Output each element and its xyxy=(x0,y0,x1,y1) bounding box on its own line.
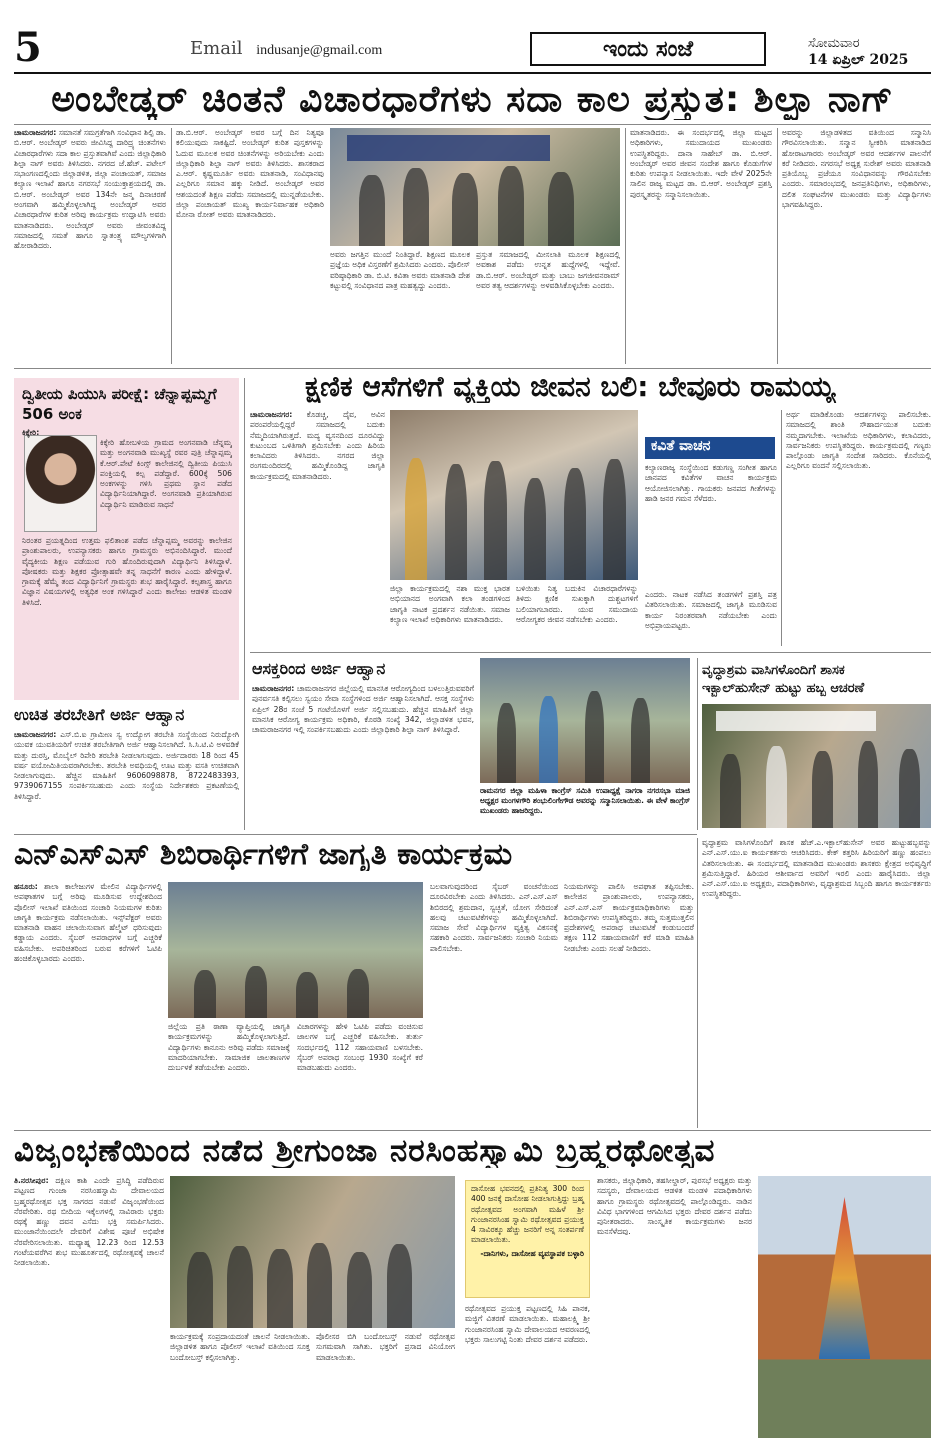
person-figure xyxy=(484,461,506,580)
puc-side-text xyxy=(100,438,232,530)
story3-column-4 xyxy=(430,882,558,1126)
story4-text-1: ದಕ್ಷಿಣ ಕಾಶಿ ಎಂದೇ ಪ್ರಸಿದ್ಧಿ ಪಡೆದಿರುವ ಪಟ್ಟಣದ ಗುಂಜಾ ನರಸಿಂಹಸ್ವಾಮಿ ದೇವಾಲಯದ ಬ್ರಹ್ಮರಥೋತ್ಸವ ಭಕ್ತ ಸಾಗರದ ನಡುವೆ ವಿಜೃಂಭಣೆಯಿಂದ ನೆರವೇರಿತು. ರಥ ಬೀದಿಯ ಇಕ್ಕೆಲಗಳಲ್ಲಿ ಸಾವಿರಾರು ಭಕ್ತರು ರಥಕ್ಕೆ ಹಣ್ಣು ದವನ ಎಸೆದು ಭಕ್ತಿ ಸಮರ್ಪಿಸಿದರು. ಮುಂಜಾನೆಯಿಂದಲೇ ದೇವರಿಗೆ ವಿಶೇಷ ಪೂಜೆ ಅಭಿಷೇಕ ನೆರವೇರಿಸಲಾಯಿತು. ಮಧ್ಯಾಹ್ನ 12.23 ರಿಂದ 12.53 ಗಂಟೆಯವರೆಗಿನ ಶುಭ ಮುಹೂರ್ತದಲ್ಲಿ ರಥೋತ್ಸವಕ್ಕೆ ಚಾಲನೆ ನೀಡಲಾಯಿತು. xyxy=(14,1176,164,1268)
masthead-rule xyxy=(14,72,931,74)
story4-column-2 xyxy=(170,1332,310,1438)
divider xyxy=(244,378,245,830)
photo-caption: ರಾಮನಗರ ಜಿಲ್ಲಾ ಮಹಿಳಾ ಕಾಂಗ್ರೆಸ್ ಸಮಿತಿ ಉಪಾಧ್ಯಕ್ಷೆ ನಾಗರಾ ನಗರಸಭಾ ಮಾಜಿ ಅಧ್ಯಕ್ಷರ ಮಂಗಳಗೌರಿ ಶಂಭುಲಿಂಗೇಗೌಡ ಅವರನ್ನು ಸನ್ಮಾನಿಸಲಾಯಿತು. ಈ ವೇಳೆ ಕಾಂಗ್ರೆಸ್ ಮುಖಂಡರು ಹಾಜರಿದ್ದರು. xyxy=(480,786,690,815)
person-figure xyxy=(405,458,427,580)
story2-column-3 xyxy=(516,584,638,646)
story1-column-2 xyxy=(176,128,324,364)
person-figure xyxy=(812,751,833,828)
dateline: ಚಾಮರಾಜನಗರ: xyxy=(14,730,57,739)
arji-text: ಚಾಮರಾಜನಗರ ಜಿಲ್ಲೆಯಲ್ಲಿ ಮಾನಸಿಕ ಆರೋಗ್ಯದಿಂದ ಬಳಲುತ್ತಿರುವವರಿಗೆ ಪುನರ್ವಸತಿ ಕಲ್ಪಿಸಲು ಸ್ವಯಂ ಸೇವಾ ಸಂಸ್ಥೆಗಳಿಂದ ಅರ್ಜಿ ಆಹ್ವಾನಿಸಲಾಗಿದೆ. ಆಸಕ್ತ ಸಂಸ್ಥೆಗಳು ಏಪ್ರಿಲ್ 28ರ ಸಂಜೆ 5 ಗಂಟೆಯೊಳಗೆ ಅರ್ಜಿ ಸಲ್ಲಿಸಬಹುದು. ಹೆಚ್ಚಿನ ಮಾಹಿತಿಗೆ ಜಿಲ್ಲಾ ಮಾನಸಿಕ ಆರೋಗ್ಯ ಕಾರ್ಯಕ್ರಮ ಅಧಿಕಾರಿ, ಕೊಠಡಿ ಸಂಖ್ಯೆ 342, ಜಿಲ್ಲಾಡಳಿತ ಭವನ, ಚಾಮರಾಜನಗರ ಇಲ್ಲಿ ಸಂಪರ್ಕಿಸಬಹುದು ಎಂದು ಜಿಲ್ಲಾಧಿಕಾರಿ ಶಿಲ್ಪಾ ನಾಗ್ ತಿಳಿಸಿದ್ದಾರೆ. xyxy=(252,684,474,735)
headline-bevooru-ramayya: ಕ್ಷಣಿಕ ಆಸೆಗಳಿಗೆ ವ್ಯಕ್ತಿಯ ಜೀವನ ಬಲಿ: ಬೇವೂರು ರಾಮಯ್ಯ xyxy=(305,372,836,403)
ambedkar-event-photo xyxy=(330,128,620,246)
story3-column-5 xyxy=(564,882,694,1126)
divider xyxy=(250,652,931,653)
issue-date: 14 ಏಪ್ರಿಲ್ 2025 xyxy=(808,52,909,68)
ashrama-title xyxy=(702,662,931,698)
divider xyxy=(14,834,697,835)
person-figure xyxy=(359,175,385,246)
story4-text-3: ಪೊಲೀಸರ ಬಿಗಿ ಬಂದೋಬಸ್ತ್ ನಡುವೆ ರಥೋತ್ಸವ ಸುಗಮವಾಗಿ ಸಾಗಿತು. ಭಕ್ತರಿಗೆ ಪ್ರಸಾದ ವಿನಿಯೋಗ ಮಾಡಲಾಯಿತು. xyxy=(316,1332,455,1362)
puc-dateline-row xyxy=(22,428,232,438)
paper-name: ಇಂದು ಸಂಜೆ xyxy=(602,36,693,62)
story2-column-6 xyxy=(786,410,931,646)
event-banner xyxy=(716,711,876,731)
dasoha-signature: -ದಾನಿಗಳು, ದಾಸೋಹ ವ್ಯವಸ್ಥಾಪಕ ಬಳ್ಳಾರಿ xyxy=(480,1248,584,1258)
ashrama-body xyxy=(702,838,931,1124)
story1-text-3: ಅವರು ಜಗತ್ತಿನ ಮುಂದೆ ನಿಂತಿದ್ದಾರೆ. ಶಿಕ್ಷಣದ ಮೂಲಕ ಪ್ರಜ್ಞೆಯ ಅಧಿಕ ವಿಸ್ತರಣೆಗೆ ಶ್ರಮಿಸಿದರು ಎಂದರು. ಪೊಲೀಸ್ ವರಿಷ್ಠಾಧಿಕಾರಿ ಡಾ. ಬಿ.ಟಿ. ಕವಿತಾ ಅವರು ಮಾತನಾಡಿ ದೇಶ ಕಟ್ಟುವಲ್ಲಿ ಸಂವಿಧಾನದ ಪಾತ್ರ ಮಹತ್ವದ್ದು ಎಂದರು. xyxy=(330,250,470,290)
person-figure xyxy=(720,754,741,828)
nss-camp-photo xyxy=(168,882,423,1018)
person-figure xyxy=(445,464,467,580)
story1-text-6: ಅವರನ್ನು ಜಿಲ್ಲಾಡಳಿತದ ವತಿಯಿಂದ ಸನ್ಮಾನಿಸಿ ಗೌರವಿಸಲಾಯಿತು. ಸನ್ಮಾನ ಸ್ವೀಕರಿಸಿ ಮಾತನಾಡಿದ ಹೋರಾಟಗಾರರು ಅಂಬೇಡ್ಕರ್ ಅವರ ಆದರ್ಶಗಳ ಪಾಲನೆಗೆ ಕರೆ ನೀಡಿದರು. ನಗರಸಭೆ ಅಧ್ಯಕ್ಷ ಸುರೇಶ್ ಅವರು ಮಾತನಾಡಿ ಪ್ರತಿಯೊಬ್ಬ ಪ್ರಜೆಯೂ ಸಂವಿಧಾನವನ್ನು ಗೌರವಿಸಬೇಕು ಎಂದರು. ಸಮಾರಂಭದಲ್ಲಿ ಜನಪ್ರತಿನಿಧಿಗಳು, ಅಧಿಕಾರಿಗಳು, ದಲಿತ ಸಂಘಟನೆಗಳ ಮುಖಂಡರು ಮತ್ತು ವಿದ್ಯಾರ್ಥಿಗಳು ಭಾಗವಹಿಸಿದ್ದರು. xyxy=(782,128,931,210)
student-portrait xyxy=(24,435,97,532)
training-text: ಎಸ್.ಬಿ.ಐ ಗ್ರಾಮೀಣ ಸ್ವ ಉದ್ಯೋಗ ತರಬೇತಿ ಸಂಸ್ಥೆಯಿಂದ ನಿರುದ್ಯೋಗಿ ಯುವಕ ಯುವತಿಯರಿಗೆ ಉಚಿತ ತರಬೇತಿಗಾಗಿ ಅರ್ಜಿ ಆಹ್ವಾನಿಸಲಾಗಿದೆ. ಸಿ.ಸಿ.ಟಿ.ವಿ ಅಳವಡಿಕೆ ಮತ್ತು ದುರಸ್ತಿ, ಮೊಬೈಲ್ ರಿಪೇರಿ ತರಬೇತಿ ನೀಡಲಾಗುವುದು. ಅರ್ಜಿದಾರರು 18 ರಿಂದ 45 ವರ್ಷ ವಯೋಮಿತಿಯವರಾಗಿರಬೇಕು. ತರಬೇತಿ ಅವಧಿಯಲ್ಲಿ ಊಟ ಮತ್ತು ವಸತಿ ಉಚಿತವಾಗಿ ನೀಡಲಾಗುವುದು. ಹೆಚ್ಚಿನ ಮಾಹಿತಿಗೆ 9606098878, 8722483393, 9739067155 ಸಂಪರ್ಕಿಸಬಹುದು ಎಂದು ಸಂಸ್ಥೆಯ ನಿರ್ದೇಶಕರು ಪ್ರಕಟಣೆಯಲ್ಲಿ ತಿಳಿಸಿದ್ದಾರೆ. xyxy=(14,730,239,801)
divider xyxy=(625,128,626,364)
story4-column-1 xyxy=(14,1176,164,1438)
story1-column-4 xyxy=(476,250,620,364)
headline-rathotsava: ವಿಜೃಂಭಣೆಯಿಂದ ನಡೆದ ಶ್ರೀಗುಂಜಾ ನರಸಿಂಹಸ್ವಾಮಿ ಬ್ರಹ್ಮರಥೋತ್ಸವ xyxy=(14,1134,716,1169)
puc-side: ಪಂಕ್ತಿಯಲ್ಲಿ ಕಲ್ಪ ಪಡೆದ್ದಾರೆ. 600ಕ್ಕೆ 506 ಅಂಕಗಳನ್ನು ಗಳಿಸಿ ಪ್ರಥಮ ಸ್ಥಾನ ಪಡೆದ ವಿದ್ಯಾರ್ಥಿನಿಯಾಗಿದ್ದಾರೆ. ಅಂಗನವಾಡಿ ಪ್ರತಿಯಾಗಿರುವ ವಿದ್ಯಾರ್ಥಿನಿ ಮಾಡಿರುವ ಸಾಧನೆ xyxy=(100,468,232,509)
person-figure xyxy=(585,691,604,784)
page-number: 5 xyxy=(14,24,42,71)
story2-text-6: ಅರ್ಥ ಮಾಡಿಕೊಂಡು ಆದರ್ಶಗಳನ್ನು ಪಾಲಿಸಬೇಕು. ಸಮಾಜದಲ್ಲಿ ಶಾಂತಿ ಸೌಹಾರ್ದಯುತ ಬದುಕು ನಮ್ಮದಾಗಬೇಕು. ಇಲಾಖೆಯ ಅಧಿಕಾರಿಗಳು, ಕಲಾವಿದರು, ಸಾರ್ವಜನಿಕರು ಉಪಸ್ಥಿತರಿದ್ದರು. ಕಾರ್ಯಕ್ರಮದಲ್ಲಿ ಗಣ್ಯರು ಪಾಲ್ಗೊಂಡು ಜಾಗೃತಿ ಸಂದೇಶ ಸಾರಿದರು. ಕೊನೆಯಲ್ಲಿ ಎಲ್ಲರಿಗೂ ವಂದನೆ ಸಲ್ಲಿಸಲಾಯಿತು. xyxy=(786,410,931,471)
person-figure xyxy=(564,468,586,580)
story2-text-1: ಕೊಡಚ್ಚ, ದೈವ, ಅವಿನ ಪರಂಪರೆಯಲ್ಲಿದ್ದರೆ ಸಮಾಜದಲ್ಲಿ ಬದುಕು ನೆಮ್ಮದಿಯಾಗಿರುತ್ತದೆ. ಮದ್ಯ ವ್ಯಸನದಿಂದ ದೂರವಿದ್ದು ಕುಟುಂಬದ ಒಳಿತಿಗಾಗಿ ಶ್ರಮಿಸಬೇಕು ಎಂದು ಹಿರಿಯ ಕಲಾವಿದರು ತಿಳಿಸಿದರು. ನಗರದ ಜಿಲ್ಲಾ ರಂಗಮಂದಿರದಲ್ಲಿ ಹಮ್ಮಿಕೊಂಡಿದ್ದ ಜಾಗೃತಿ ಕಾರ್ಯಕ್ರಮದಲ್ಲಿ ಮಾತನಾಡಿದರು. xyxy=(250,410,385,481)
divider xyxy=(697,658,698,830)
weekday: ಸೋಮವಾರ xyxy=(808,36,860,51)
ashrama-text: ವೃದ್ಧಾಶ್ರಮ ವಾಸಿಗಳೊಂದಿಗೆ ಶಾಸಕ ಹೆಚ್.ಎ.ಇಕ್ಬಾಲ್‌ಹುಸೇನ್ ಅವರ ಹುಟ್ಟುಹಬ್ಬವನ್ನು ಎನ್.ಎಸ್.ಯು.ಐ ಕಾರ್ಯಕರ್ತರು ಆಚರಿಸಿದರು. ಕೇಕ್ ಕತ್ತರಿಸಿ ಹಿರಿಯರಿಗೆ ಹಣ್ಣು ಹಂಪಲು ವಿತರಿಸಲಾಯಿತು. ಈ ಸಂದರ್ಭದಲ್ಲಿ ಮಾತನಾಡಿದ ಮುಖಂಡರು ಶಾಸಕರು ಕ್ಷೇತ್ರದ ಅಭಿವೃದ್ಧಿಗೆ ಶ್ರಮಿಸುತ್ತಿದ್ದಾರೆ. ಹಿರಿಯರ ಆಶೀರ್ವಾದ ಅವರಿಗೆ ಇರಲಿ ಎಂದು ಹಾರೈಸಿದರು. ಜಿಲ್ಲಾ ಎನ್.ಎಸ್.ಯು.ಐ ಅಧ್ಯಕ್ಷರು, ಪದಾಧಿಕಾರಿಗಳು, ವೃದ್ಧಾಶ್ರಮದ ಸಿಬ್ಬಂದಿ ಹಾಗೂ ಕಾರ್ಯಕರ್ತರು ಉಪಸ್ಥಿತರಿದ್ದರು. xyxy=(702,838,931,899)
person-figure xyxy=(498,166,524,246)
temple-crowd-photo xyxy=(170,1176,455,1328)
ashrama-title-line1: ವೃದ್ಧಾಶ್ರಮ ವಾಸಿಗಳೊಂದಿಗೆ ಶಾಸಕ xyxy=(702,663,845,678)
student-figure xyxy=(194,970,217,1018)
person-figure xyxy=(524,478,546,580)
person-figure xyxy=(347,1252,373,1328)
person-figure xyxy=(631,698,650,783)
kavite-body xyxy=(645,463,777,583)
story1-column-5 xyxy=(630,128,772,364)
birthday-celebration-photo xyxy=(702,704,931,828)
dateline: ಕಿಕ್ಕೇರಿ: xyxy=(22,428,40,437)
dasoha-text: ದಾಸೋಹ ಭವನದಲ್ಲಿ ಪ್ರತಿನಿತ್ಯ 300 ರಿಂದ 400 ಜನಕ್ಕೆ ದಾಸೋಹ ನೀಡಲಾಗುತ್ತಿದ್ದು ಬ್ರಹ್ಮ ರಥೋತ್ಸವದ ಅಂಗವಾಗಿ ಮಹಿಳೆ ಶ್ರೀ ಗುಂಜಾನರಸಿಂಹ ಸ್ವಾಮಿ ರಥೋತ್ಸವದ ಪ್ರಯುಕ್ತ 4 ಸಾವಿರಕ್ಕೂ ಹೆಚ್ಚು ಜನರಿಗೆ ಅನ್ನ ಸಂತರ್ಪಣೆ ಮಾಡಲಾಯಿತು. xyxy=(471,1184,584,1245)
divider xyxy=(171,128,172,364)
person-figure xyxy=(548,172,574,246)
ashrama-title-line2: ಇಕ್ಬಾಲ್‌ಹುಸೇನ್ ಹುಟ್ಟು ಹಬ್ಬ ಆಚರಣೆ xyxy=(702,681,865,696)
dasoha-highlight-box xyxy=(465,1180,590,1298)
divider xyxy=(14,1130,931,1131)
story3-column-1 xyxy=(14,882,162,1126)
story2-text-5: ಎಂದರು. ನಾಟಕ ನಡೆಸಿದ ತಂಡಗಳಿಗೆ ಪ್ರಶಸ್ತಿ ಪತ್ರ ವಿತರಿಸಲಾಯಿತು. ಸಮಾಜದಲ್ಲಿ ಜಾಗೃತಿ ಮೂಡಿಸುವ ಕಾರ್ಯ ನಿರಂತರವಾಗಿ ನಡೆಯಬೇಕು ಎಂದು ಅಭಿಪ್ರಾಯಪಟ್ಟರು. xyxy=(645,590,777,630)
person-figure xyxy=(497,703,516,783)
dateline: ಚಾಮರಾಜನಗರ: xyxy=(14,128,57,137)
puc-result-title: ದ್ವಿತೀಯ ಪಿಯುಸಿ ಪರೀಕ್ಷೆ: ಚೆನ್ನಾಪ್ಪಮ್ಮಗೆ 506 ಅಂಕ xyxy=(22,385,217,423)
story2-column-2 xyxy=(390,584,510,646)
student-figure xyxy=(245,966,268,1018)
email-label: Email xyxy=(190,38,243,59)
headline-ambedkar: ಅಂಬೇಡ್ಕರ್ ಚಿಂತನೆ ವಿಚಾರಧಾರೆಗಳು ಸದಾ ಕಾಲ ಪ್ರಸ್ತುತ: ಶಿಲ್ಪಾ ನಾಗ್ xyxy=(51,80,894,120)
puc-lead: ಕಿಕ್ಕೇರಿ ಹೋಬಳಿಯ ಗ್ರಾಮದ ಅಂಗನವಾಡಿ ಚೆನ್ನಮ್ಮ ಮತ್ತು ಅಂಗನವಾಡಿ ಮುಖ್ಯಸ್ಥೆ ರವರ ಪುತ್ರಿ ಚೆನ್ನಾಪ್ಪಮ್ಮ ಕೆ.ಆರ್.ಪೇಟೆ ಕಿಂಗ್ಸ್ ಕಾಲೇಜಿನಲ್ಲಿ ದ್ವಿತೀಯ ಪಿಯುಸಿ xyxy=(100,438,232,468)
person-figure xyxy=(899,749,920,828)
person-figure xyxy=(307,1243,333,1328)
person-figure xyxy=(539,696,558,784)
story1-column-6 xyxy=(782,128,931,364)
stage-banner xyxy=(347,135,550,161)
divider xyxy=(777,128,778,364)
person-figure xyxy=(766,746,787,828)
person-figure xyxy=(403,168,429,246)
person-figure xyxy=(452,173,478,246)
story4-text-2: ಕಾರ್ಯಕ್ರಮಕ್ಕೆ ಸಂಪ್ರದಾಯದಂತೆ ಚಾಲನೆ ನೀಡಲಾಯಿತು. ಜಿಲ್ಲಾಡಳಿತ ಹಾಗೂ ಪೊಲೀಸ್ ಇಲಾಖೆ ವತಿಯಿಂದ ಸೂಕ್ತ ಬಂದೋಬಸ್ತ್ ಕಲ್ಪಿಸಲಾಗಿತ್ತು. xyxy=(170,1332,310,1362)
person-figure xyxy=(603,459,625,580)
email-line xyxy=(190,38,382,59)
story2-column-5 xyxy=(645,590,777,646)
kavite-vachana-title: ಕವಿತೆ ವಾಚನ xyxy=(645,437,775,459)
story1-text-4: ಪ್ರಸ್ತುತ ಸಮಾಜದಲ್ಲಿ ಮೀಸಲಾತಿ ಮೂಲಕ ಶಿಕ್ಷಣದಲ್ಲಿ ಅವಕಾಶ ಪಡೆದು ಉನ್ನತ ಹುದ್ದೆಗಳಲ್ಲಿ ಇದ್ದೇವೆ. ಡಾ.ಬಿ.ಆರ್. ಅಂಬೇಡ್ಕರ್ ಮತ್ತು ಬಾಬು ಜಗಜೀವನರಾಮ್ ಅವರ ತತ್ವ ಆದರ್ಶಗಳನ್ನು ಅಳವಡಿಸಿಕೊಳ್ಳಬೇಕು ಎಂದರು. xyxy=(476,250,620,290)
story1-text-5: ಮಾತನಾಡಿದರು. ಈ ಸಂದರ್ಭದಲ್ಲಿ ಜಿಲ್ಲಾ ಮಟ್ಟದ ಅಧಿಕಾರಿಗಳು, ಸಮುದಾಯದ ಮುಖಂಡರು ಉಪಸ್ಥಿತರಿದ್ದರು. ದಾನಾ ಸಾಹೇಬ್ ಡಾ. ಬಿ.ಆರ್. ಅಂಬೇಡ್ಕರ್ ಅವರ ಜೀವನ ಸಂದೇಶ ಹಾಗೂ ಕೊಡುಗೆಗಳ ಕುರಿತು ಉಪನ್ಯಾಸ ನೀಡಲಾಯಿತು. ಇದೇ ವೇಳೆ 2025ನೇ ಸಾಲಿನ ರಾಜ್ಯ ಮಟ್ಟದ ಡಾ. ಬಿ.ಆರ್. ಅಂಬೇಡ್ಕರ್ ಪ್ರಶಸ್ತಿ ಪುರಸ್ಕೃತರನ್ನು ಸನ್ಮಾನಿಸಲಾಯಿತು. xyxy=(630,128,772,199)
story1-text-2: ಡಾ.ಬಿ.ಆರ್. ಅಂಬೇಡ್ಕರ್ ಅವರ ಬಗ್ಗೆ ದಿನ ನಿತ್ಯವೂ ಕಲಿಯುವುದು ಸಾಕಷ್ಟಿದೆ. ಅಂಬೇಡ್ಕರ್ ಕುರಿತ ಪುಸ್ತಕಗಳನ್ನು ಓದುವ ಮೂಲಕ ಅವರ ಚಿಂತನೆಗಳನ್ನು ಅರಿಯಬೇಕು ಎಂದು ಜಿಲ್ಲಾಧಿಕಾರಿ ಶಿಲ್ಪಾ ನಾಗ್ ಅವರು ತಿಳಿಸಿದರು. ಶಾಸಕರಾದ ಎ.ಆರ್. ಕೃಷ್ಣಮೂರ್ತಿ ಅವರು ಮಾತನಾಡಿ, ಸಂವಿಧಾನವು ಎಲ್ಲರಿಗೂ ಸಮಾನ ಹಕ್ಕು ನೀಡಿದೆ. ಅಂಬೇಡ್ಕರ್ ಅವರ ಆಶಯದಂತೆ ಶಿಕ್ಷಣ ಪಡೆದು ಸಮಾಜದಲ್ಲಿ ಮುನ್ನಡೆಯಬೇಕು. ಜಿಲ್ಲಾ ಪಂಚಾಯತ್ ಮುಖ್ಯ ಕಾರ್ಯನಿರ್ವಾಹಕ ಅಧಿಕಾರಿ ಮೋನಾ ರೋತ್ ಅವರು ಮಾತನಾಡಿದರು. xyxy=(176,128,324,220)
arji-body xyxy=(252,684,474,830)
dateline: ಚಾಮರಾಜನಗರ: xyxy=(252,684,295,693)
puc-body: ನಿರಂತರ ಪ್ರಯತ್ನದಿಂದ ಉತ್ತಮ ಫಲಿತಾಂಶ ಪಡೆದ ಚೆನ್ನಾಪ್ಪಮ್ಮ ಅವರನ್ನು ಕಾಲೇಜಿನ ಪ್ರಾಂಶುಪಾಲರು, ಉಪನ್ಯಾಸಕರು ಹಾಗೂ ಗ್ರಾಮಸ್ಥರು ಅಭಿನಂದಿಸಿದ್ದಾರೆ. ಮುಂದೆ ವೈದ್ಯಕೀಯ ಶಿಕ್ಷಣ ಪಡೆಯುವ ಗುರಿ ಹೊಂದಿರುವುದಾಗಿ ವಿದ್ಯಾರ್ಥಿನಿ ತಿಳಿಸಿದ್ದಾಳೆ. ಪೋಷಕರು ಮತ್ತು ಶಿಕ್ಷಕರ ಪ್ರೋತ್ಸಾಹವೇ ತನ್ನ ಸಾಧನೆಗೆ ಕಾರಣ ಎಂದು ಹೇಳಿದ್ದಾಳೆ. ಗ್ರಾಮಕ್ಕೆ ಹೆಮ್ಮೆ ತಂದ ವಿದ್ಯಾರ್ಥಿನಿಗೆ ಗ್ರಾಮಸ್ಥರು ಶುಭ ಹಾರೈಸಿದ್ದಾರೆ. ಕಲ್ಪಶಾಸ್ತ್ರ ಹಾಗೂ ವಿಜ್ಞಾನ ವಿಷಯಗಳಲ್ಲಿ ಅತ್ಯಧಿಕ ಅಂಕ ಗಳಿಸಿದ್ದಾರೆ ಎಂದು ಕಾಲೇಜು ಆಡಳಿತ ಮಂಡಳಿ ತಿಳಿಸಿದೆ. xyxy=(22,536,232,607)
story4-text-4: ರಥೋತ್ಸವದ ಪ್ರಯುಕ್ತ ಪಟ್ಟಣದಲ್ಲಿ ಸಿಹಿ ಪಾನಕ, ಮಜ್ಜಿಗೆ ವಿತರಣೆ ಮಾಡಲಾಯಿತು. ಮಹಾಲಕ್ಷ್ಮಿ ಶ್ರೀ ಗುಂಜಾನರಸಿಂಹ ಸ್ವಾಮಿ ದೇವಾಲಯದ ಆವರಣದಲ್ಲಿ ಭಕ್ತರು ಸಾಲುಗಟ್ಟಿ ನಿಂತು ದೇವರ ದರ್ಶನ ಪಡೆದರು. xyxy=(465,1304,590,1344)
story4-column-5 xyxy=(597,1176,752,1438)
story3-column-2 xyxy=(168,1022,290,1126)
chariot-photo xyxy=(758,1176,931,1438)
story3-text-4: ಬಲವಾಗುವುದರಿಂದ ಸೈಬರ್ ವಂಚನೆಯಿಂದ ದೂರವಿರಬೇಕು ಎಂದು ತಿಳಿಸಿದರು. ಎನ್.ಎಸ್.ಎಸ್ ಶಿಬಿರದಲ್ಲಿ ಶ್ರಮದಾನ, ಸ್ವಚ್ಛತೆ, ಯೋಗ ಸೇರಿದಂತೆ ಹಲವು ಚಟುವಟಿಕೆಗಳನ್ನು ಹಮ್ಮಿಕೊಳ್ಳಲಾಗಿದೆ. ಸಮಾಜ ಸೇವೆ ವಿದ್ಯಾರ್ಥಿಗಳ ವ್ಯಕ್ತಿತ್ವ ವಿಕಸನಕ್ಕೆ ಸಹಕಾರಿ ಎಂದರು. ಸಾರ್ವಜನಿಕರು ಸಂಚಾರಿ ನಿಯಮ ಪಾಲಿಸಬೇಕು. xyxy=(430,882,558,953)
person-figure xyxy=(858,741,879,828)
divider xyxy=(14,124,931,125)
person-figure xyxy=(227,1246,253,1328)
puc-body-text xyxy=(22,536,232,694)
story1-text-1: ಸಮಾನತೆ ಸಮಗ್ರತೆಗಾಗಿ ಸಂವಿಧಾನ ಶಿಲ್ಪಿ ಡಾ. ಬಿ.ಆರ್. ಅಂಬೇಡ್ಕರ್ ಅವರು ಜೀವಿಸಿದ್ದ ದಾರಿದ್ರ್ಯ ಚಿಂತನೆಗಳು ವಿಚಾರಧಾರೆಗಳು ಸದಾ ಕಾಲ ಪ್ರಸ್ತುತವಾಗಿವೆ ಎಂದು ಜಿಲ್ಲಾಧಿಕಾರಿ ಶಿಲ್ಪಾ ನಾಗ್ ಅವರು ತಿಳಿಸಿದರು. ನಗರದ ಜೆ.ಹೆಚ್. ಪಟೇಲ್ ಸಭಾಂಗಣದಲ್ಲಿಂದು ಜಿಲ್ಲಾಡಳಿತ, ಜಿಲ್ಲಾ ಪಂಚಾಯತ್, ಸಮಾಜ ಕಲ್ಯಾಣ ಇಲಾಖೆ ಹಾಗೂ ನಗರಸಭೆ ಸಂಯುಕ್ತಾಶ್ರಯದಲ್ಲಿ ಡಾ. ಬಿ.ಆರ್. ಅಂಬೇಡ್ಕರ್ ಅವರ 134ನೇ ಜನ್ಮ ದಿನಾಚರಣೆ ಅಂಗವಾಗಿ ಹಮ್ಮಿಕೊಳ್ಳಲಾಗಿದ್ದ ಅಂಬೇಡ್ಕರ್ ಅವರ ವಿಚಾರಧಾರೆಗಳ ಕುರಿತ ಅರಿವು ಕಾರ್ಯಕ್ರಮ ಉದ್ಘಾಟಿಸಿ ಅವರು ಮಾತನಾಡಿದರು. ಅಂಬೇಡ್ಕರ್ ಅವರು ಜೀವಂತವಿದ್ದ ಸಮಾಜದಲ್ಲಿ ಸಮತೆ ಹಾಗೂ ಸ್ವಾತಂತ್ರ್ಯ ಮೌಲ್ಯಗಳಿಗಾಗಿ ಹೋರಾಡಿದರು. xyxy=(14,128,166,251)
kavite-text: ಕಲ್ಯಾಣರಾಜ್ಯ ಸಂಸ್ಥೆಯಿಂದ ಕಡುಗಣ್ಣ ಸಂಗೀತ ಹಾಗೂ ಜಾನಪದ ಕವಿತೆಗಳ ವಾಚನ ಕಾರ್ಯಕ್ರಮ ಆಯೋಜಿಸಲಾಗಿತ್ತು. ಗಾಯಕರು ಜನಪದ ಗೀತೆಗಳನ್ನು ಹಾಡಿ ಜನರ ಗಮನ ಸೆಳೆದರು. xyxy=(645,463,777,503)
divider xyxy=(14,368,931,369)
story3-text-3: ವಿಚಾರಗಳನ್ನು ಹೇಳಿ ಓಟಿಪಿ ಪಡೆದು ವಂಚಿಸುವ ಜಾಲಗಳ ಬಗ್ಗೆ ಎಚ್ಚರಿಕೆ ವಹಿಸಬೇಕು. ತುರ್ತು ಸಂದರ್ಭದಲ್ಲಿ 112 ಸಹಾಯವಾಣಿ ಬಳಸಬೇಕು. ಸೈಬರ್ ಅಪರಾಧ ಸಂಬಂಧ 1930 ಸಂಖ್ಯೆಗೆ ಕರೆ ಮಾಡಬಹುದು ಎಂದರು. xyxy=(297,1022,423,1073)
congress-felicitation-photo xyxy=(480,658,690,783)
dateline: ಚಾಮರಾಜನಗರ: xyxy=(250,410,293,419)
email-address[interactable]: indusanje@gmail.com xyxy=(256,43,383,58)
story4-text-5: ಶಾಸಕರು, ಜಿಲ್ಲಾಧಿಕಾರಿ, ತಹಸೀಲ್ದಾರ್, ಪುರಸಭೆ ಅಧ್ಯಕ್ಷರು ಮತ್ತು ಸದಸ್ಯರು, ದೇವಾಲಯದ ಆಡಳಿತ ಮಂಡಳಿ ಪದಾಧಿಕಾರಿಗಳು ಹಾಗೂ ಗ್ರಾಮಸ್ಥರು ರಥೋತ್ಸವದಲ್ಲಿ ಪಾಲ್ಗೊಂಡಿದ್ದರು. ನಾಡಿನ ವಿವಿಧ ಭಾಗಗಳಿಂದ ಆಗಮಿಸಿದ ಭಕ್ತರು ದೇವರ ದರ್ಶನ ಪಡೆದು ಪುನೀತರಾದರು. ಸಾಂಸ್ಕೃತಿಕ ಕಾರ್ಯಕ್ರಮಗಳು ಜನರ ಮನಸೆಳೆದವು. xyxy=(597,1176,752,1237)
student-figure xyxy=(347,969,370,1018)
story2-text-3: ಬಳಿಯಿತು ನಿತ್ಯ ಬದುಕಿನ ವಿಚಾರಧಾರೆಗಳನ್ನು ತಿಳಿದು ಕ್ಷಣಿಕ ಸುಖಕ್ಕಾಗಿ ದುಶ್ಚಟಗಳಿಗೆ ಬಲಿಯಾಗಬಾರದು. ಯುವ ಸಮುದಾಯ ಆರೋಗ್ಯಕರ ಜೀವನ ನಡೆಸಬೇಕು ಎಂದರು. xyxy=(516,584,638,624)
story3-text-2: ಜಿಲ್ಲೆಯ ಪ್ರತಿ ಠಾಣಾ ವ್ಯಾಪ್ತಿಯಲ್ಲಿ ಜಾಗೃತಿ ಕಾರ್ಯಕ್ರಮಗಳನ್ನು ಹಮ್ಮಿಕೊಳ್ಳಲಾಗುತ್ತಿದೆ. ವಿದ್ಯಾರ್ಥಿಗಳು ಕಾನೂನು ಅರಿವು ಪಡೆದು ಸಮಾಜಕ್ಕೆ ಮಾದರಿಯಾಗಬೇಕು. ಸಾಮಾಜಿಕ ಜಾಲತಾಣಗಳ ದುರ್ಬಳಕೆ ತಡೆಯಬೇಕು ಎಂದರು. xyxy=(168,1022,290,1073)
paper-logo xyxy=(530,32,766,66)
training-title: ಉಚಿತ ತರಬೇತಿಗೆ ಅರ್ಜಿ ಆಹ್ವಾನ xyxy=(14,705,185,724)
dateline: ತಿ.ನರಸೀಪುರ: xyxy=(14,1176,49,1185)
puc-result-box xyxy=(14,378,239,700)
story1-column-1 xyxy=(14,128,166,364)
story2-text-2: ಜಿಲ್ಲಾ ಕಾರ್ಯಕ್ರಮದಲ್ಲಿ ನಶಾ ಮುಕ್ತ ಭಾರತ ಅಭಿಯಾನದ ಅಂಗವಾಗಿ ಕಲಾ ತಂಡಗಳಿಂದ ಜಾಗೃತಿ ನಾಟಕ ಪ್ರದರ್ಶನ ನಡೆಯಿತು. ಸಮಾಜ ಕಲ್ಯಾಣ ಇಲಾಖೆ ಅಧಿಕಾರಿಗಳು ಮಾತನಾಡಿದರು. xyxy=(390,584,510,624)
story4-column-3 xyxy=(316,1332,455,1438)
story2-column-1 xyxy=(250,410,385,646)
person-figure xyxy=(267,1249,293,1328)
person-figure xyxy=(387,1244,413,1328)
headline-nss: ಎನ್ಎಸ್ಎಸ್ ಶಿಬಿರಾರ್ಥಿಗಳಿಗೆ ಜಾಗೃತಿ ಕಾರ್ಯಕ್ರಮ xyxy=(14,838,513,871)
story1-column-3 xyxy=(330,250,470,364)
training-body xyxy=(14,730,239,830)
student-figure xyxy=(296,972,319,1018)
date-block xyxy=(808,36,908,68)
story3-text-1: ಶಾಲಾ ಕಾಲೇಜುಗಳ ಮೇಲಿನ ವಿದ್ಯಾರ್ಥಿಗಳಲ್ಲಿ ಅಪಘಾತಗಳ ಬಗ್ಗೆ ಅರಿವು ಮೂಡಿಸುವ ಉದ್ದೇಶದಿಂದ ಪೊಲೀಸ್ ಇಲಾಖೆ ವತಿಯಿಂದ ಸಂಚಾರಿ ನಿಯಮಗಳ ಕುರಿತು ಜಾಗೃತಿ ಕಾರ್ಯಕ್ರಮ ನಡೆಸಲಾಯಿತು. ಇನ್ಸ್‌ಪೆಕ್ಟರ್ ಅವರು ಮಾತನಾಡಿ ವಾಹನ ಚಲಾಯಿಸುವಾಗ ಹೆಲ್ಮೆಟ್ ಧರಿಸುವುದು ಕಡ್ಡಾಯ ಎಂದರು. ಸೈಬರ್ ಅಪರಾಧಗಳ ಬಗ್ಗೆ ಎಚ್ಚರಿಕೆ ವಹಿಸಬೇಕು. ಅಪರಿಚಿತರಿಂದ ಬರುವ ಕರೆಗಳಿಗೆ ಓಟಿಪಿ ಹಂಚಿಕೊಳ್ಳಬಾರದು ಎಂದರು. xyxy=(14,882,162,964)
divider xyxy=(781,410,782,646)
story3-text-5: ನಿಯಮಗಳನ್ನು ಪಾಲಿಸಿ ಅಪಘಾತ ತಪ್ಪಿಸಬೇಕು. ಕಾಲೇಜಿನ ಪ್ರಾಂಶುಪಾಲರು, ಉಪನ್ಯಾಸಕರು, ಎನ್.ಎಸ್.ಎಸ್ ಕಾರ್ಯಕ್ರಮಾಧಿಕಾರಿಗಳು ಮತ್ತು ಶಿಬಿರಾರ್ಥಿಗಳು ಉಪಸ್ಥಿತರಿದ್ದರು. ತಮ್ಮ ಸುತ್ತಮುತ್ತಲಿನ ಪ್ರದೇಶಗಳಲ್ಲಿ ಅಪರಾಧ ಚಟುವಟಿಕೆ ಕಂಡುಬಂದರೆ ತಕ್ಷಣ 112 ಸಹಾಯವಾಣಿಗೆ ಕರೆ ಮಾಡಿ ಮಾಹಿತಿ ನೀಡಬೇಕು ಎಂದು ಸಲಹೆ ನೀಡಿದರು. xyxy=(564,882,694,953)
dateline: ಹನೂರು: xyxy=(14,882,38,891)
awareness-event-photo xyxy=(390,410,638,580)
chariot-shape xyxy=(819,1197,871,1359)
story3-column-3 xyxy=(297,1022,423,1126)
divider xyxy=(697,838,698,1128)
story4-column-4 xyxy=(465,1304,590,1438)
arji-title: ಆಸಕ್ತರಿಂದ ಅರ್ಜಿ ಆಹ್ವಾನ xyxy=(252,659,386,678)
person-figure xyxy=(187,1252,213,1328)
